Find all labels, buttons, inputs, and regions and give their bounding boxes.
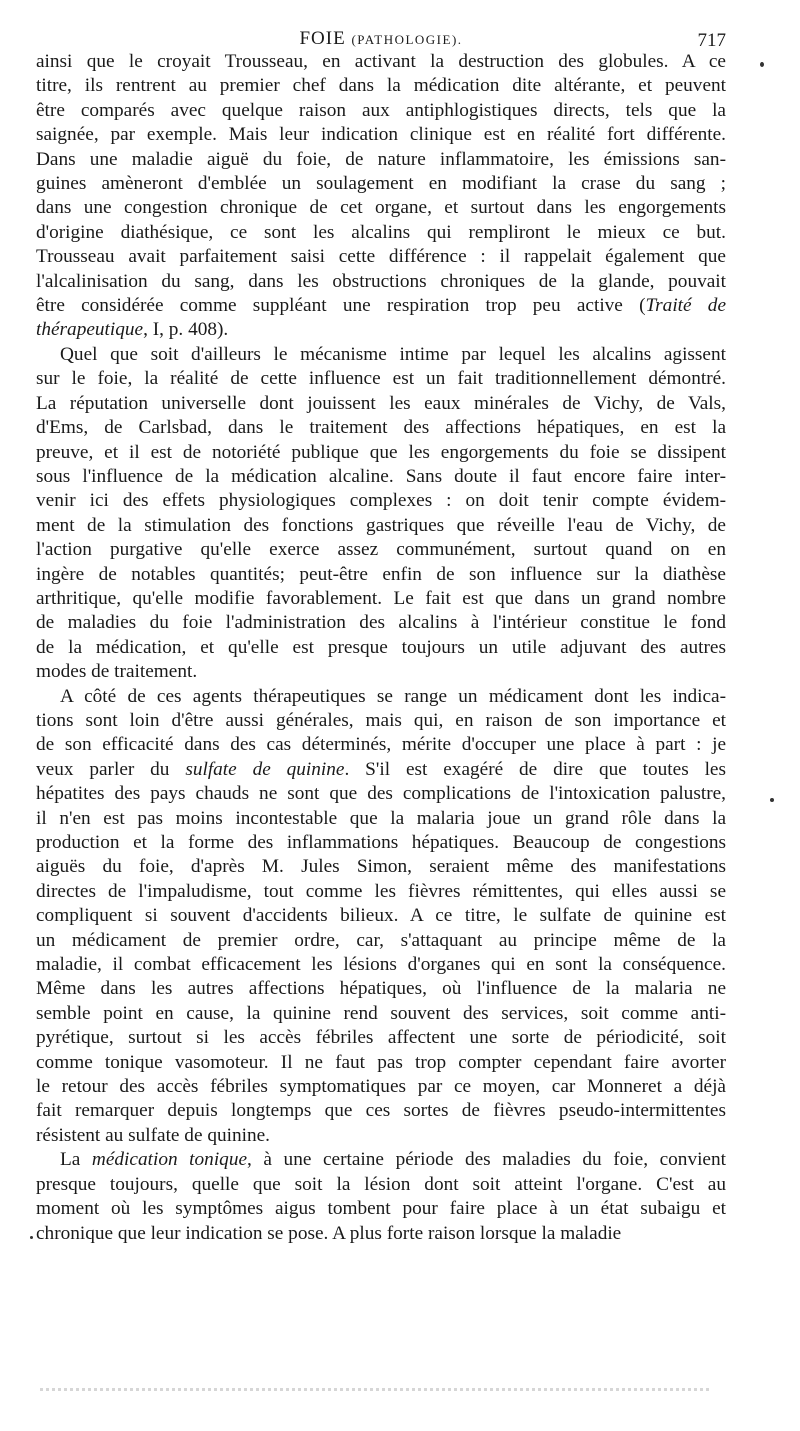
page: [36, 0, 726, 1246]
text-line: sur le foie, la réalité de cette influence est un fait traditionnellement démontré.: [36, 368, 726, 390]
text-line: de la médication, et qu'elle est presque toujours un utile adjuvant des autres: [36, 636, 726, 658]
italic-text: thérapeutique: [36, 319, 144, 341]
body-text: [36, 50, 726, 1246]
text-line: chronique que leur indication se pose. A plus forte raison lorsque la maladie: [36, 1222, 622, 1244]
text-line: arthritique, qu'elle modifie favorablement. Le fait est que dans un grand nombre: [36, 587, 726, 609]
text-line: presque toujours, quelle que soit la lésion dont soit atteint l'organe. C'est au: [36, 1173, 726, 1195]
text-line: d'Ems, de Carlsbad, dans le traitement des affections hépatiques, en est la: [36, 417, 726, 439]
text-line: Trousseau avait parfaitement saisi cette différence : il rappelait également que: [36, 246, 726, 268]
paragraph: [36, 50, 726, 343]
text-line: comme tonique vasomoteur. Il ne faut pas trop compter cependant faire avorter: [36, 1051, 726, 1073]
text-line: résistent au sulfate de quinine.: [36, 1124, 270, 1146]
text-line: un médicament de premier ordre, car, s'attaquant au principe même de la: [36, 929, 726, 951]
text-line: semble point en cause, la quinine rend souvent des services, soit comme anti-: [36, 1002, 726, 1024]
italic-text: Traité de: [645, 295, 726, 317]
ink-speck: [770, 798, 774, 802]
text-line: être considérée comme suppléant une respiration trop peu active (Traité de: [36, 295, 726, 317]
text-line: l'action purgative qu'elle exerce assez communément, surtout quand on en: [36, 539, 726, 561]
text-line: fait remarquer depuis longtemps que ces sortes de fièvres pseudo-intermittentes: [36, 1100, 726, 1122]
text-line: venir ici des effets physiologiques complexes : on doit tenir compte évidem-: [36, 490, 726, 512]
text-line: être comparés avec quelque raison aux antiphlogistiques directs, tels que la: [36, 99, 726, 121]
text-line: il n'en est pas moins incontestable que la malaria joue un grand rôle dans la: [36, 807, 726, 829]
running-title-main: FOIE: [299, 28, 346, 49]
italic-text: médication tonique: [91, 1149, 248, 1171]
text-line: ment de la stimulation des fonctions gastriques que réveille l'eau de Vichy, de: [36, 514, 726, 536]
text-line: tions sont loin d'être aussi générales, mais qui, en raison de son importance et: [36, 709, 726, 731]
text-line: le retour des accès fébriles symptomatiques par ce moyen, car Monneret a déjà: [36, 1076, 726, 1098]
running-title: [36, 28, 726, 50]
text-line: La réputation universelle dont jouissent les eaux minérales de Vichy, de Vals,: [36, 392, 726, 414]
text-line: thérapeutique, I, p. 408).: [36, 319, 229, 341]
text-line: maladie, il combat efficacement les lésions d'organes qui en sont la conséquence.: [36, 954, 726, 976]
text-line: titre, ils rentrent au premier chef dans la médication dite altérante, et peuvent: [36, 75, 726, 97]
running-title-sub: (PATHOLOGIE).: [351, 32, 463, 47]
text-line: A côté de ces agents thérapeutiques se range un médicament dont les indica-: [60, 685, 726, 707]
text-line: La médication tonique, à une certaine période des maladies du foie, convient: [60, 1149, 726, 1171]
paragraph: [36, 1148, 726, 1246]
text-line: Dans une maladie aiguë du foie, de nature inflammatoire, les émissions san-: [36, 148, 726, 170]
ink-speck: [760, 62, 764, 67]
text-line: ainsi que le croyait Trousseau, en activant la destruction des globules. A ce: [36, 51, 726, 72]
scan-noise-line: [40, 1388, 710, 1391]
text-line: production et la forme des inflammations hépatiques. Beaucoup de congestions: [36, 832, 726, 853]
text-line: pyrétique, surtout si les accès fébriles affectent une sorte de périodicité, soit: [36, 1027, 726, 1049]
text-line: sous l'influence de la médication alcaline. Sans doute il faut encore faire inter-: [36, 465, 726, 487]
text-line: directes de l'impaludisme, tout comme les fièvres rémittentes, qui elles aussi se: [36, 880, 726, 902]
text-line: guines amèneront d'emblée un soulagement en modifiant la crase du sang ;: [36, 173, 726, 195]
running-head: [36, 0, 726, 50]
text-line: ingère de notables quantités; peut-être enfin de son influence sur la diathèse: [36, 563, 726, 585]
text-line: preuve, et il est de notoriété publique que les engorgements du foie se dissipent: [36, 441, 726, 463]
paragraph: [36, 343, 726, 685]
paragraph: [36, 685, 726, 1149]
text-line: aiguës du foie, d'après M. Jules Simon, seraient même des manifestations: [36, 856, 726, 878]
text-line: veux parler du sulfate de quinine. S'il est exagéré de dire que toutes les: [36, 758, 726, 780]
page-number: 717: [697, 30, 726, 51]
text-line: moment où les symptômes aigus tombent pour faire place à un état subaigu et: [36, 1198, 726, 1220]
text-line: saignée, par exemple. Mais leur indication clinique est en réalité fort différente.: [36, 124, 726, 146]
ink-speck: [30, 1236, 33, 1239]
text-line: Même dans les autres affections hépatiques, où l'influence de la malaria ne: [36, 978, 726, 1000]
text-line: d'origine diathésique, ce sont les alcalins qui rempliront le mieux ce but.: [36, 221, 726, 243]
italic-text: sulfate de quinine: [185, 758, 345, 780]
text-line: hépatites des pays chauds ne sont que des complications de l'intoxication palustre,: [36, 783, 726, 805]
text-line: compliquent si souvent d'accidents bilieux. A ce titre, le sulfate de quinine est: [36, 905, 726, 927]
text-line: l'alcalinisation du sang, dans les obstructions chroniques de la glande, pouvait: [36, 270, 726, 292]
text-line: de son efficacité dans des cas déterminés, mérite d'occuper une place à part : je: [36, 734, 726, 756]
text-line: dans une congestion chronique de cet organe, et surtout dans les engorgements: [36, 197, 726, 219]
text-line: Quel que soit d'ailleurs le mécanisme intime par lequel les alcalins agissent: [60, 343, 726, 365]
text-line: modes de traitement.: [36, 661, 198, 683]
text-line: de maladies du foie l'administration des alcalins à l'intérieur constitue le fond: [36, 612, 726, 634]
